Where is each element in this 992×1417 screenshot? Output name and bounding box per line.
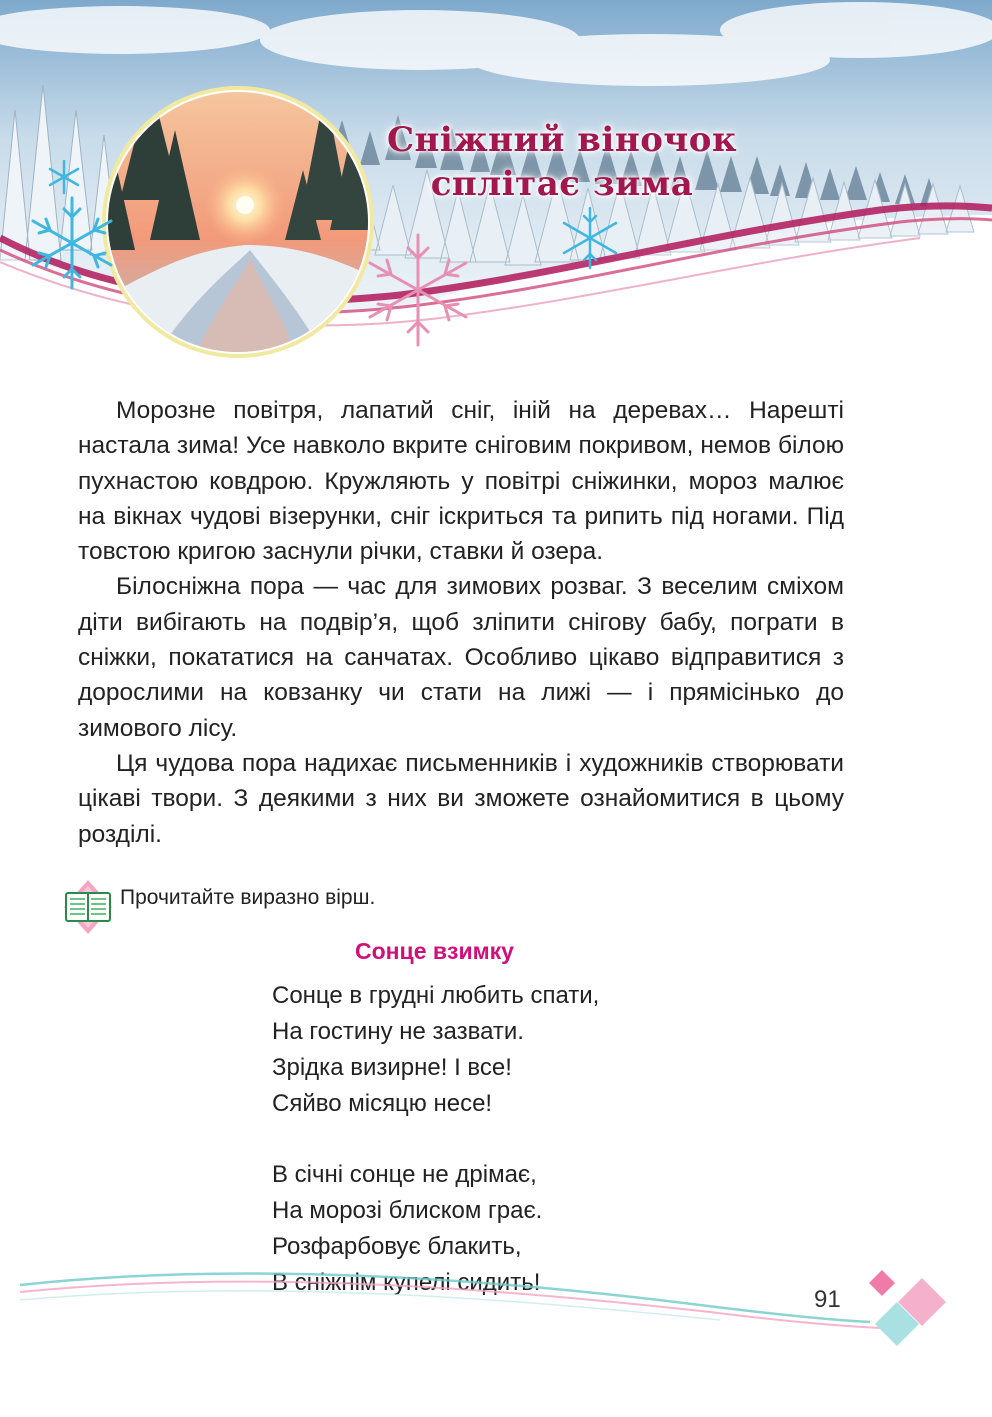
footer-decoration: [0, 1260, 992, 1417]
task-text: Прочитайте виразно вірш.: [120, 886, 376, 909]
poem-line: Розфарбовує блакить,: [272, 1233, 522, 1260]
diamond-ornament: [869, 1270, 946, 1346]
chapter-title: [352, 118, 772, 206]
poem-line: На гостину не зазвати.: [272, 1018, 524, 1045]
poem-line: В січні сонце не дрімає,: [272, 1161, 537, 1188]
intro-text: [78, 393, 844, 852]
page-number: 91: [814, 1286, 841, 1313]
poem-line: На морозі блиском грає.: [272, 1197, 543, 1224]
intro-paragraph: Ця чудова пора надихає письменників і художників створювати цікаві твори. З деякими з них ви зможете ознайомитися в цьому розділі.: [78, 749, 844, 848]
poem-stanza: [272, 978, 832, 1122]
intro-paragraph: Морозне повітря, лапатий сніг, іній на деревах… Нарешті настала зима! Усе навколо вкрите сніговим покривом, немов білою пухнастою ковдрою. Кружляють у повітрі сніжинки, мороз малює на вікнах чудові візерунки, сніг іскриться та рипить під ногами. Під товстою кригою заснули річки, ставки й озера.: [78, 397, 844, 566]
chapter-title-line-2: сплітає зима: [430, 164, 694, 204]
poem-line: В сніжнім купелі сидить!: [272, 1269, 541, 1296]
open-book-icon: [62, 878, 114, 936]
poem-line: Сонце в грудні любить спати,: [272, 982, 600, 1009]
poem-line: Зрідка визирне! І все!: [272, 1054, 512, 1081]
poem-line: Сяйво місяцю несе!: [272, 1090, 493, 1117]
chapter-title-line-1: Сніжний віночок: [386, 120, 738, 160]
poem-title: Сонце взимку: [355, 938, 514, 964]
intro-paragraph: Білосніжна пора — час для зимових розваг. З веселим сміхом діти вибігають на подвір’я, щоб зліпити снігову бабу, пограти в сніжки, покататися на санчатах. Особливо цікаво відправитися з дорослими на ковзанку чи стати на лижі — і прямісінько до зимового лісу.: [78, 573, 844, 742]
